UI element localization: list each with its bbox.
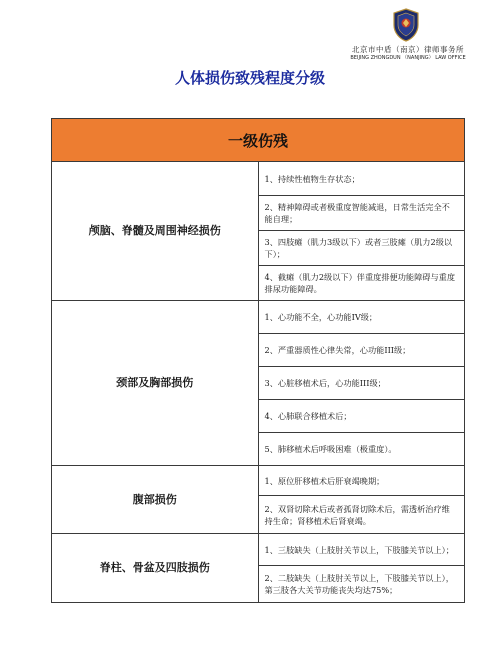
item-cell: 1、原位肝移植术后肝衰竭晚期；	[258, 466, 465, 496]
item-cell: 4、截瘫（肌力2级以下）伴重度排便功能障碍与重度排尿功能障碍。	[258, 266, 465, 301]
item-cell: 4、心肺联合移植术后；	[258, 400, 465, 433]
firm-name-en: BEIJING ZHONGDUN （NANJING） LAW OFFICE	[350, 55, 466, 61]
item-cell: 5、肺移植术后呼吸困难（极重度）。	[258, 433, 465, 466]
firm-name-cn: 北京市中盾（南京）律师事务所	[352, 45, 464, 54]
item-cell: 3、四肢瘫（肌力3级以下）或者三肢瘫（肌力2级以下）；	[258, 231, 465, 266]
item-cell: 2、双肾切除术后或者孤肾切除术后，需透析治疗维持生命；肾移植术后肾衰竭。	[258, 496, 465, 534]
page-title: 人体损伤致残程度分级	[174, 69, 325, 87]
item-cell: 3、心脏移植术后，心功能III级；	[258, 367, 465, 400]
law-office-logo-icon	[393, 8, 419, 42]
category-cell: 颈部及胸部损伤	[52, 301, 259, 466]
item-cell: 2、严重器质性心律失常，心功能III级；	[258, 334, 465, 367]
item-cell: 2、精神障碍或者极重度智能减退，日常生活完全不能自理；	[258, 196, 465, 231]
category-cell: 颅脑、脊髓及周围神经损伤	[52, 162, 259, 301]
item-cell: 2、二肢缺失（上肢肘关节以上，下肢膝关节以上），第三肢各大关节功能丧失均达75%；	[258, 566, 465, 603]
disability-grade-table	[51, 118, 465, 603]
grade-header: 一级伤残	[52, 119, 465, 162]
item-cell: 1、心功能不全，心功能IV级；	[258, 301, 465, 334]
category-cell: 脊柱、骨盆及四肢损伤	[52, 534, 259, 603]
item-cell: 1、持续性植物生存状态；	[258, 162, 465, 196]
category-cell: 腹部损伤	[52, 466, 259, 534]
item-cell: 1、三肢缺失（上肢肘关节以上，下肢膝关节以上）；	[258, 534, 465, 566]
